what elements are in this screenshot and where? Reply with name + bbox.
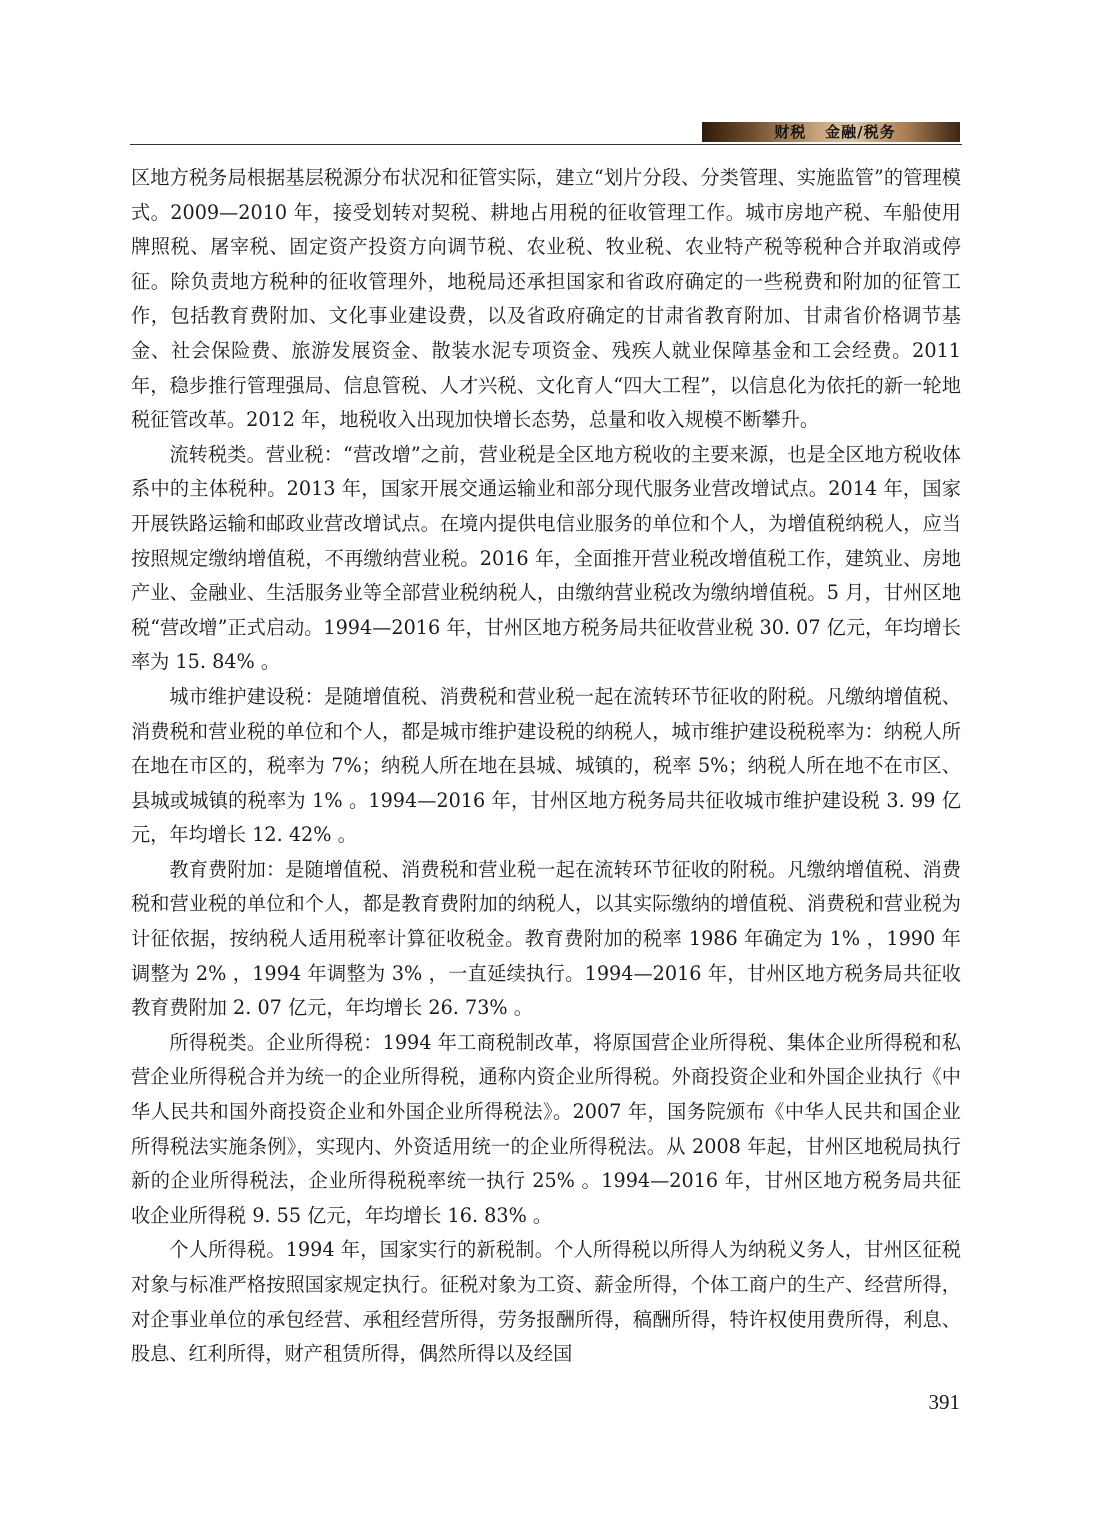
header-subsection: 金融/税务 bbox=[825, 123, 896, 141]
header-rule bbox=[130, 144, 962, 145]
header-section: 财税 bbox=[774, 123, 807, 141]
running-header bbox=[750, 121, 920, 143]
paragraph: 个人所得税。1994 年，国家实行的新税制。个人所得税以所得人为纳税义务人，甘州区征税对象与标准严格按照国家规定执行。征税对象为工资、薪金所得，个体工商户的生产、经营所得，对企事业单位的承包经营、承租经营所得，劳务报酬所得，稿酬所得，特许权使用费所得，利息、股息、红利所得，财产租赁所得，偶然所得以及经国 bbox=[131, 1238, 961, 1366]
paragraph: 流转税类。营业税：“营改增”之前，营业税是全区地方税收的主要来源，也是全区地方税收体系中的主体税种。2013 年，国家开展交通运输业和部分现代服务业营改增试点。2014 年，国家开展铁路运输和邮政业营改增试点。在境内提供电信业服务的单位和个人，为增值税纳税人，应当按照规定缴纳增值税，不再缴纳营业税。2016 年，全面推开营业税改增值税工作，建筑业、房地产业、金融业、生活服务业等全部营业税纳税人，由缴纳营业税改为缴纳增值税。5 月，甘州区地税“营改增”正式启动。1994—2016 年，甘州区地方税务局共征收营业税 30. 07 亿元，年均增长率为 15. 84% 。 bbox=[131, 442, 961, 674]
page-body bbox=[131, 161, 961, 1372]
paragraph: 所得税类。企业所得税：1994 年工商税制改革，将原国营企业所得税、集体企业所得税和私营企业所得税合并为统一的企业所得税，通称内资企业所得税。外商投资企业和外国企业执行《中华人民共和国外商投资企业和外国企业所得税法》。2007 年，国务院颁布《中华人民共和国企业所得税法实施条例》，实现内、外资适用统一的企业所得税法。从 2008 年起，甘州区地税局执行新的企业所得税法，企业所得税税率统一执行 25% 。1994—2016 年，甘州区地方税务局共征收企业所得税 9. 55 亿元，年均增长 16. 83% 。 bbox=[131, 1030, 961, 1227]
paragraph: 区地方税务局根据基层税源分布状况和征管实际，建立“划片分段、分类管理、实施监管”的管理模式。2009—2010 年，接受划转对契税、耕地占用税的征收管理工作。城市房地产税、车船使用牌照税、屠宰税、固定资产投资方向调节税、农业税、牧业税、农业特产税等税种合并取消或停征。除负责地方税种的征收管理外，地税局还承担国家和省政府确定的一些税费和附加的征管工作，包括教育费附加、文化事业建设费，以及省政府确定的甘肃省教育附加、甘肃省价格调节基金、社会保险费、旅游发展资金、散装水泥专项资金、残疾人就业保障基金和工会经费。2011 年，稳步推行管理强局、信息管税、人才兴税、文化育人“四大工程”，以信息化为依托的新一轮地税征管改革。2012 年，地税收入出现加快增长态势，总量和收入规模不断攀升。 bbox=[131, 166, 961, 432]
page-number: 391 bbox=[928, 1390, 960, 1414]
paragraph: 城市维护建设税：是随增值税、消费税和营业税一起在流转环节征收的附税。凡缴纳增值税、消费税和营业税的单位和个人，都是城市维护建设税的纳税人，城市维护建设税税率为：纳税人所在地在市区的，税率为 7%；纳税人所在地在县城、城镇的，税率 5%；纳税人所在地不在市区、县城或城镇的税率为 1% 。1994—2016 年，甘州区地方税务局共征收城市维护建设税 3. 99 亿元，年均增长 12. 42% 。 bbox=[131, 684, 961, 847]
paragraph: 教育费附加：是随增值税、消费税和营业税一起在流转环节征收的附税。凡缴纳增值税、消费税和营业税的单位和个人，都是教育费附加的纳税人，以其实际缴纳的增值税、消费税和营业税为计征依据，按纳税人适用税率计算征收税金。教育费附加的税率 1986 年确定为 1% ，1990 年调整为 2% ，1994 年调整为 3% ，一直延续执行。1994—2016 年，甘州区地方税务局共征收教育费附加 2. 07 亿元，年均增长 26. 73% 。 bbox=[131, 857, 961, 1020]
